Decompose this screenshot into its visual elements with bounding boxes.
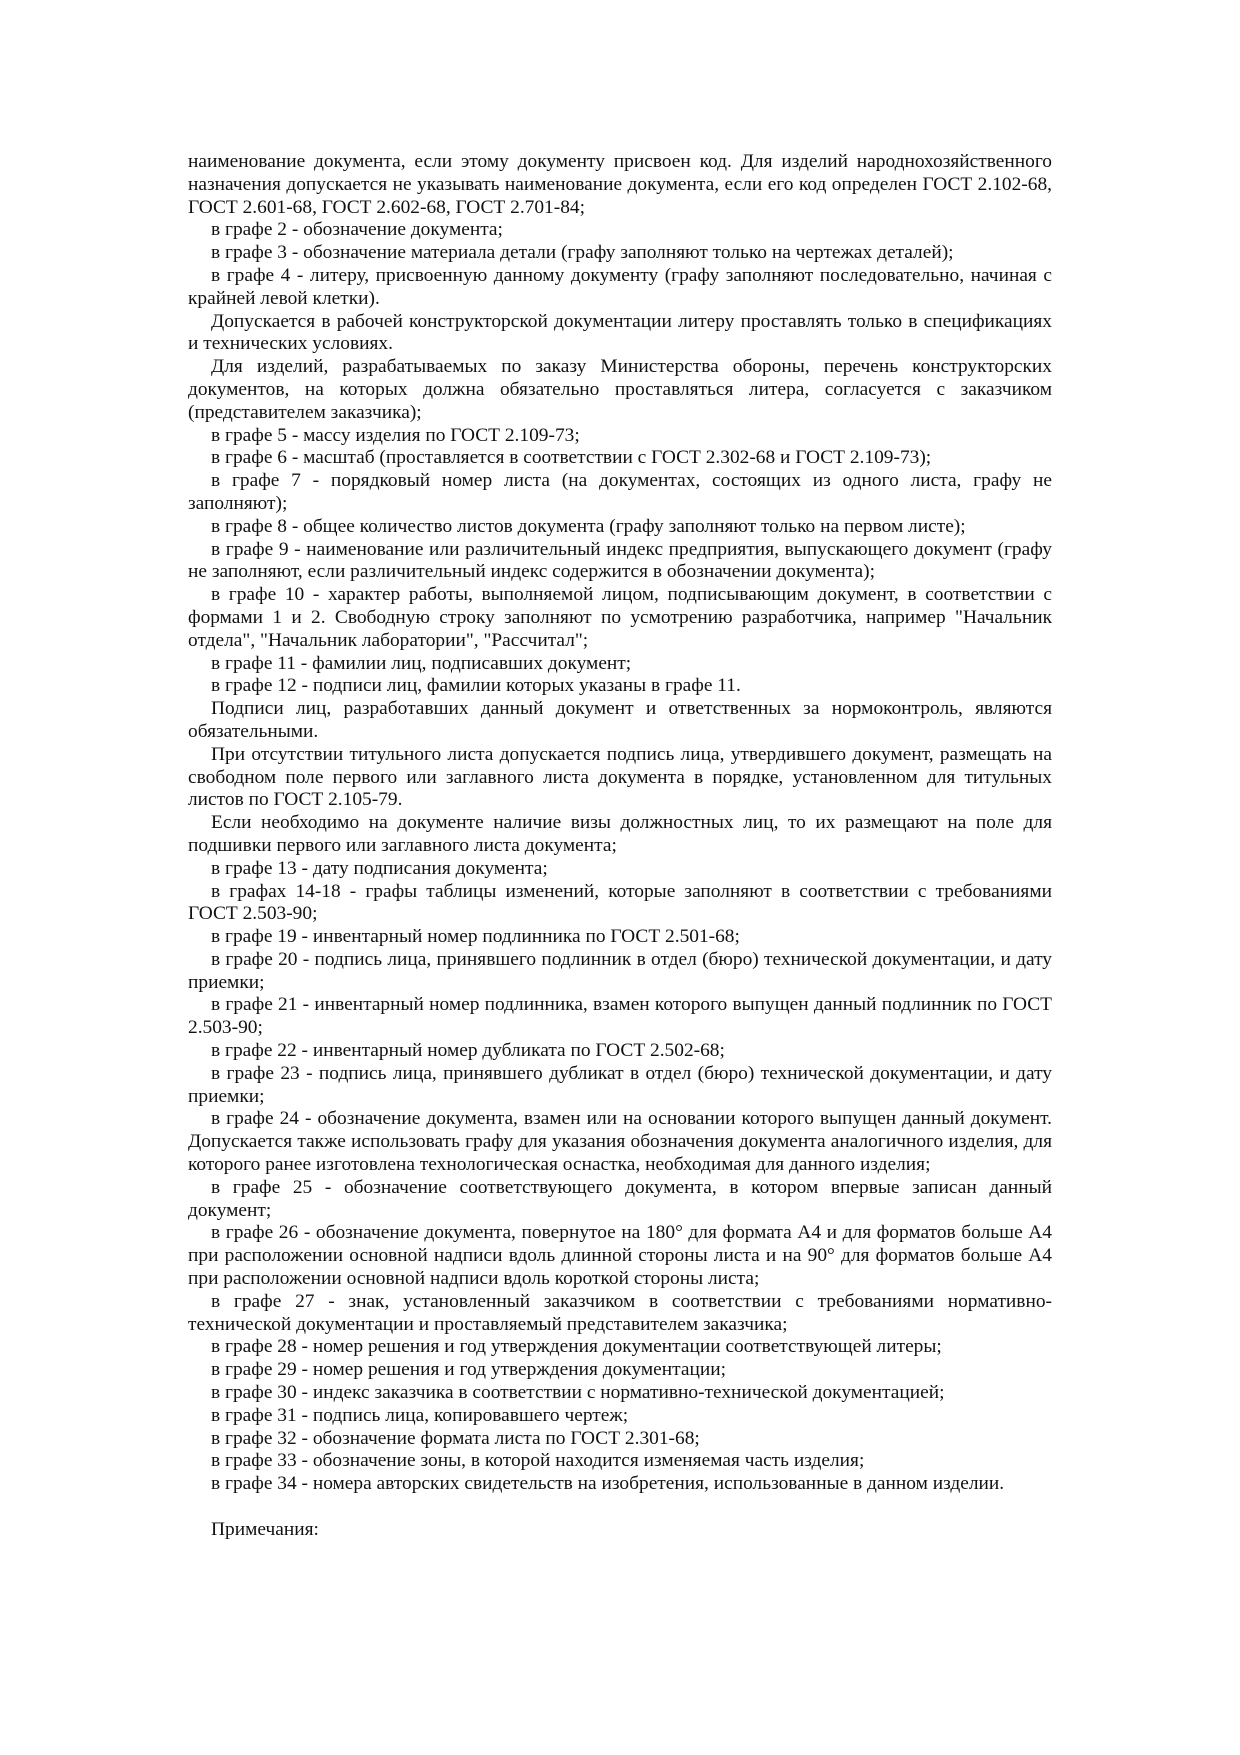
paragraph: в графе 29 - номер решения и год утверждения документации; — [211, 1359, 726, 1381]
document-page — [188, 151, 1052, 1542]
paragraph: в графе 8 - общее количество листов документа (графу заполняют только на первом листе); — [211, 515, 966, 537]
paragraph: в графе 22 - инвентарный номер дубликата по ГОСТ 2.502-68; — [211, 1040, 725, 1062]
paragraph: в графе 24 - обозначение документа, взамен или на основании которого выпущен данный документ. Допускается также использовать графу для указания обозначения документа аналогичного изделия, для которого ранее изготовлена технологическая оснастка, необходимая для данного изделия; — [188, 1108, 1052, 1176]
paragraph: в графе 4 - литеру, присвоенную данному документу (графу заполняют последовательно, начиная с крайней левой клетки). — [188, 264, 1052, 309]
paragraph: в графе 21 - инвентарный номер подлинника, взамен которого выпущен данный подлинник по ГОСТ 2.503-90; — [188, 994, 1052, 1039]
paragraph: в графе 26 - обозначение документа, повернутое на 180° для формата А4 и для форматов больше А4 при расположении основной надписи вдоль длинной стороны листа и на 90° для форматов больше А4 при расположении основной надписи вдоль короткой стороны листа; — [188, 1222, 1052, 1290]
paragraph: в графе 9 - наименование или различительный индекс предприятия, выпускающего документ (графу не заполняют, если различительный индекс содержится в обозначении документа); — [188, 538, 1052, 583]
paragraph: в графе 28 - номер решения и год утверждения документации соответствующей литеры; — [211, 1336, 942, 1358]
paragraph: в графе 2 - обозначение документа; — [211, 219, 503, 241]
paragraph: в графе 20 - подпись лица, принявшего подлинник в отдел (бюро) технической документации, и дату приемки; — [188, 948, 1052, 993]
paragraph: Если необходимо на документе наличие визы должностных лиц, то их размещают на поле для подшивки первого или заглавного листа документа; — [188, 812, 1052, 856]
paragraph: в графе 6 - масштаб (проставляется в соответствии с ГОСТ 2.302-68 и ГОСТ 2.109-73); — [211, 447, 932, 469]
paragraph-spacer — [188, 1496, 1052, 1519]
paragraph-continuation: наименование документа, если этому документу присвоен код. Для изделий народнохозяйственного назначения допускается не указывать наименование документа, если его код определен ГОСТ 2.102-68, ГОСТ 2.601-68, ГОСТ 2.602-68, ГОСТ 2.701-84; — [188, 151, 1052, 218]
paragraph: Подписи лиц, разработавших данный документ и ответственных за нормоконтроль, являются обязательными. — [188, 698, 1052, 742]
paragraph: в графе 32 - обозначение формата листа по ГОСТ 2.301-68; — [211, 1427, 700, 1449]
paragraph: Для изделий, разрабатываемых по заказу Министерства обороны, перечень конструкторских документов, на которых должна обязательно проставляться литера, согласуется с заказчиком (представителем заказчика); — [188, 356, 1052, 423]
paragraph: в графе 11 - фамилии лиц, подписавших документ; — [211, 652, 632, 674]
paragraph: в графе 31 - подпись лица, копировавшего чертеж; — [211, 1404, 629, 1426]
document-body — [188, 151, 1052, 1496]
paragraph: в графе 27 - знак, установленный заказчиком в соответствии с требованиями нормативно-технической документации и проставляемый представителем заказчика; — [188, 1290, 1052, 1335]
paragraph: в графе 7 - порядковый номер листа (на документах, состоящих из одного листа, графу не заполняют); — [188, 470, 1052, 514]
paragraph: При отсутствии титульного листа допускается подпись лица, утвердившего документ, размещать на свободном поле первого или заглавного листа документа в порядке, установленном для титульных листов по ГОСТ 2.105-79. — [188, 743, 1052, 811]
paragraph: в графе 19 - инвентарный номер подлинника по ГОСТ 2.501-68; — [211, 926, 740, 948]
paragraph: в графах 14-18 - графы таблицы изменений, которые заполняют в соответствии с требованиями ГОСТ 2.503-90; — [188, 880, 1052, 925]
paragraph: в графе 3 - обозначение материала детали (графу заполняют только на чертежах деталей); — [211, 242, 954, 264]
paragraph: в графе 13 - дату подписания документа; — [211, 857, 548, 879]
paragraph: в графе 10 - характер работы, выполняемой лицом, подписывающим документ, в соответствии с формами 1 и 2. Свободную строку заполняют по усмотрению разработчика, например "Начальник отдела", "Начальник лаборатории", "Рассчитал"; — [188, 584, 1052, 651]
paragraph: в графе 5 - массу изделия по ГОСТ 2.109-73; — [211, 424, 580, 446]
paragraph: Допускается в рабочей конструкторской документации литеру проставлять только в спецификациях и технических условиях. — [188, 310, 1052, 355]
paragraph: в графе 23 - подпись лица, принявшего дубликат в отдел (бюро) технической документации, и дату приемки; — [188, 1062, 1052, 1107]
paragraph: в графе 25 - обозначение соответствующего документа, в котором впервые записан данный документ; — [188, 1176, 1052, 1221]
paragraph: в графе 12 - подписи лиц, фамилии которых указаны в графе 11. — [211, 675, 741, 697]
notes-heading: Примечания: — [211, 1518, 319, 1540]
paragraph: в графе 33 - обозначение зоны, в которой находится изменяемая часть изделия; — [211, 1450, 865, 1472]
paragraph: в графе 34 - номера авторских свидетельств на изобретения, использованные в данном изделии. — [211, 1473, 1005, 1495]
paragraph: в графе 30 - индекс заказчика в соответствии с нормативно-технической документацией; — [211, 1382, 945, 1404]
